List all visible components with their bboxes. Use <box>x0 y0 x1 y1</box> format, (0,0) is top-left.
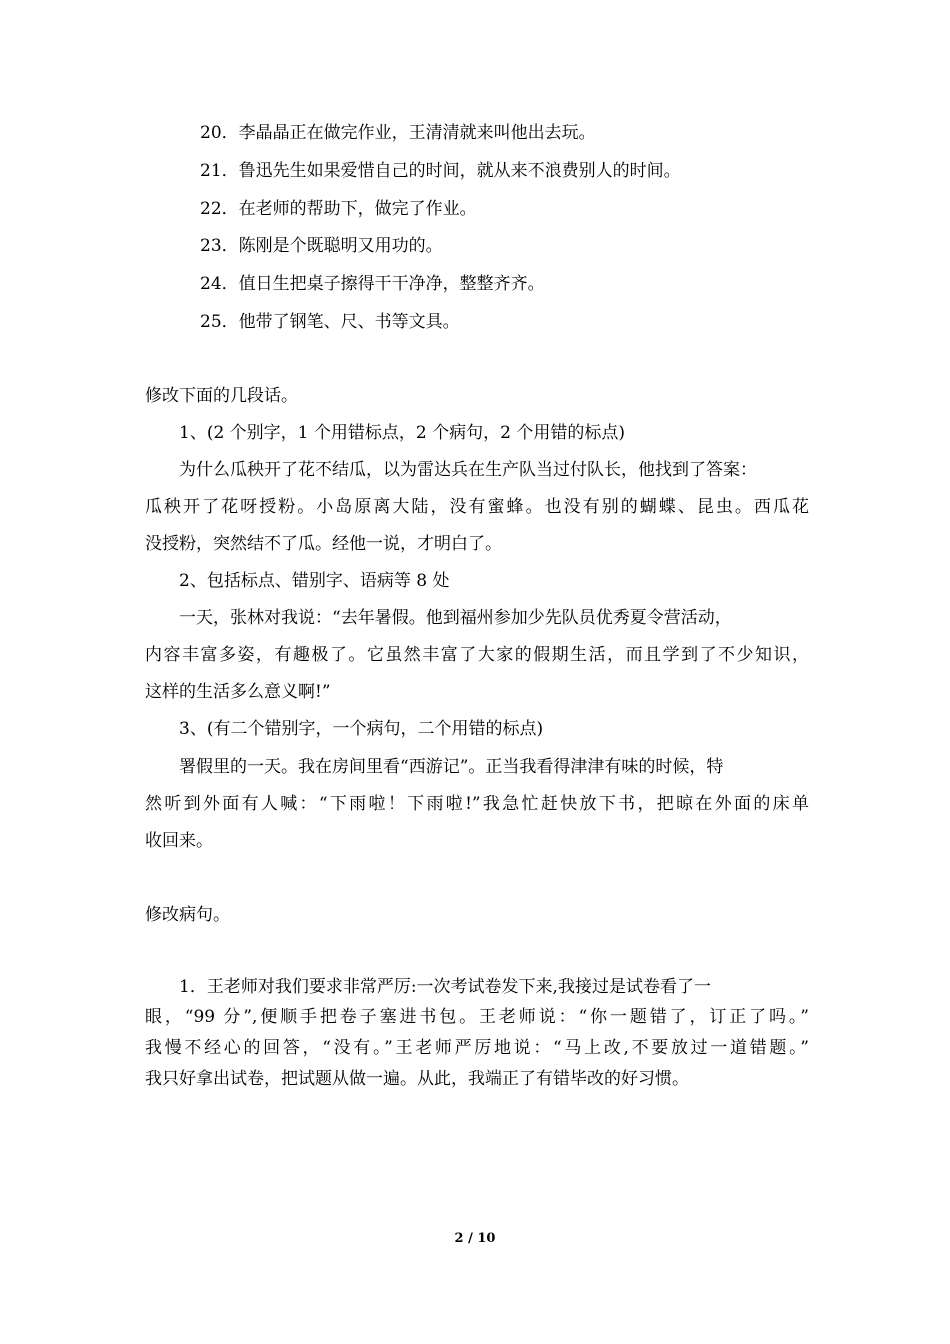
list-item-21: 21．鲁迅先生如果爱惜自己的时间，就从来不浪费别人的时间。 <box>200 161 681 181</box>
paragraph-1-title: 1、(2 个别字，1 个用错标点，2 个病句，2 个用错的标点) <box>179 423 625 443</box>
section-heading-paragraphs: 修改下面的几段话。 <box>145 386 298 406</box>
list-item-25: 25．他带了钢笔、尺、书等文具。 <box>200 312 460 332</box>
paragraph-3-title: 3、(有二个错别字，一个病句，二个用错的标点) <box>179 719 544 739</box>
paragraph-1-line-3: 没授粉，突然结不了瓜。经他一说，才明白了。 <box>145 534 502 554</box>
list-item-22: 22．在老师的帮助下，做完了作业。 <box>200 199 477 219</box>
paragraph-2-line-1: 一天，张林对我说：“去年暑假。他到福州参加少先队员优秀夏令营活动， <box>179 608 732 628</box>
sentence-1-line-4: 我只好拿出试卷，把试题从做一遍。从此，我端正了有错毕改的好习惯。 <box>145 1069 689 1089</box>
section-heading-sentences: 修改病句。 <box>145 905 230 925</box>
paragraph-3-line-3: 收回来。 <box>145 831 213 851</box>
paragraph-2-line-2: 内容丰富多姿，有趣极了。它虽然丰富了大家的假期生活，而且学到了不少知识， <box>145 645 809 665</box>
page-number: 2 / 10 <box>454 1231 496 1246</box>
paragraph-3-line-2: 然听到外面有人喊：“下雨啦！下雨啦!”我急忙赶快放下书，把晾在外面的床单 <box>145 794 809 814</box>
sentence-1-line-1: 1．王老师对我们要求非常严厉:一次考试卷发下来,我接过是试卷看了一 <box>179 977 711 997</box>
paragraph-2-line-3: 这样的生活多么意义啊!” <box>145 682 331 702</box>
sentence-1-line-2: 眼，“99 分”,便顺手把卷子塞进书包。王老师说：“你一题错了，订正了吗。” <box>145 1007 809 1027</box>
paragraph-1-line-1: 为什么瓜秧开了花不结瓜，以为雷达兵在生产队当过付队长，他找到了答案： <box>179 460 757 480</box>
list-item-23: 23．陈刚是个既聪明又用功的。 <box>200 236 443 256</box>
paragraph-3-line-1: 署假里的一天。我在房间里看“西游记”。正当我看得津津有味的时候，特 <box>179 757 724 777</box>
paragraph-2-title: 2、包括标点、错别字、语病等 8 处 <box>179 571 450 591</box>
list-item-20: 20．李晶晶正在做完作业，王清清就来叫他出去玩。 <box>200 123 596 143</box>
paragraph-1-line-2: 瓜秧开了花呀授粉。小岛原离大陆，没有蜜蜂。也没有别的蝴蝶、昆虫。西瓜花 <box>145 497 809 517</box>
list-item-24: 24．值日生把桌子擦得干干净净，整整齐齐。 <box>200 274 545 294</box>
sentence-1-line-3: 我慢不经心的回答，“没有。”王老师严厉地说：“马上改,不要放过一道错题。” <box>145 1038 809 1058</box>
